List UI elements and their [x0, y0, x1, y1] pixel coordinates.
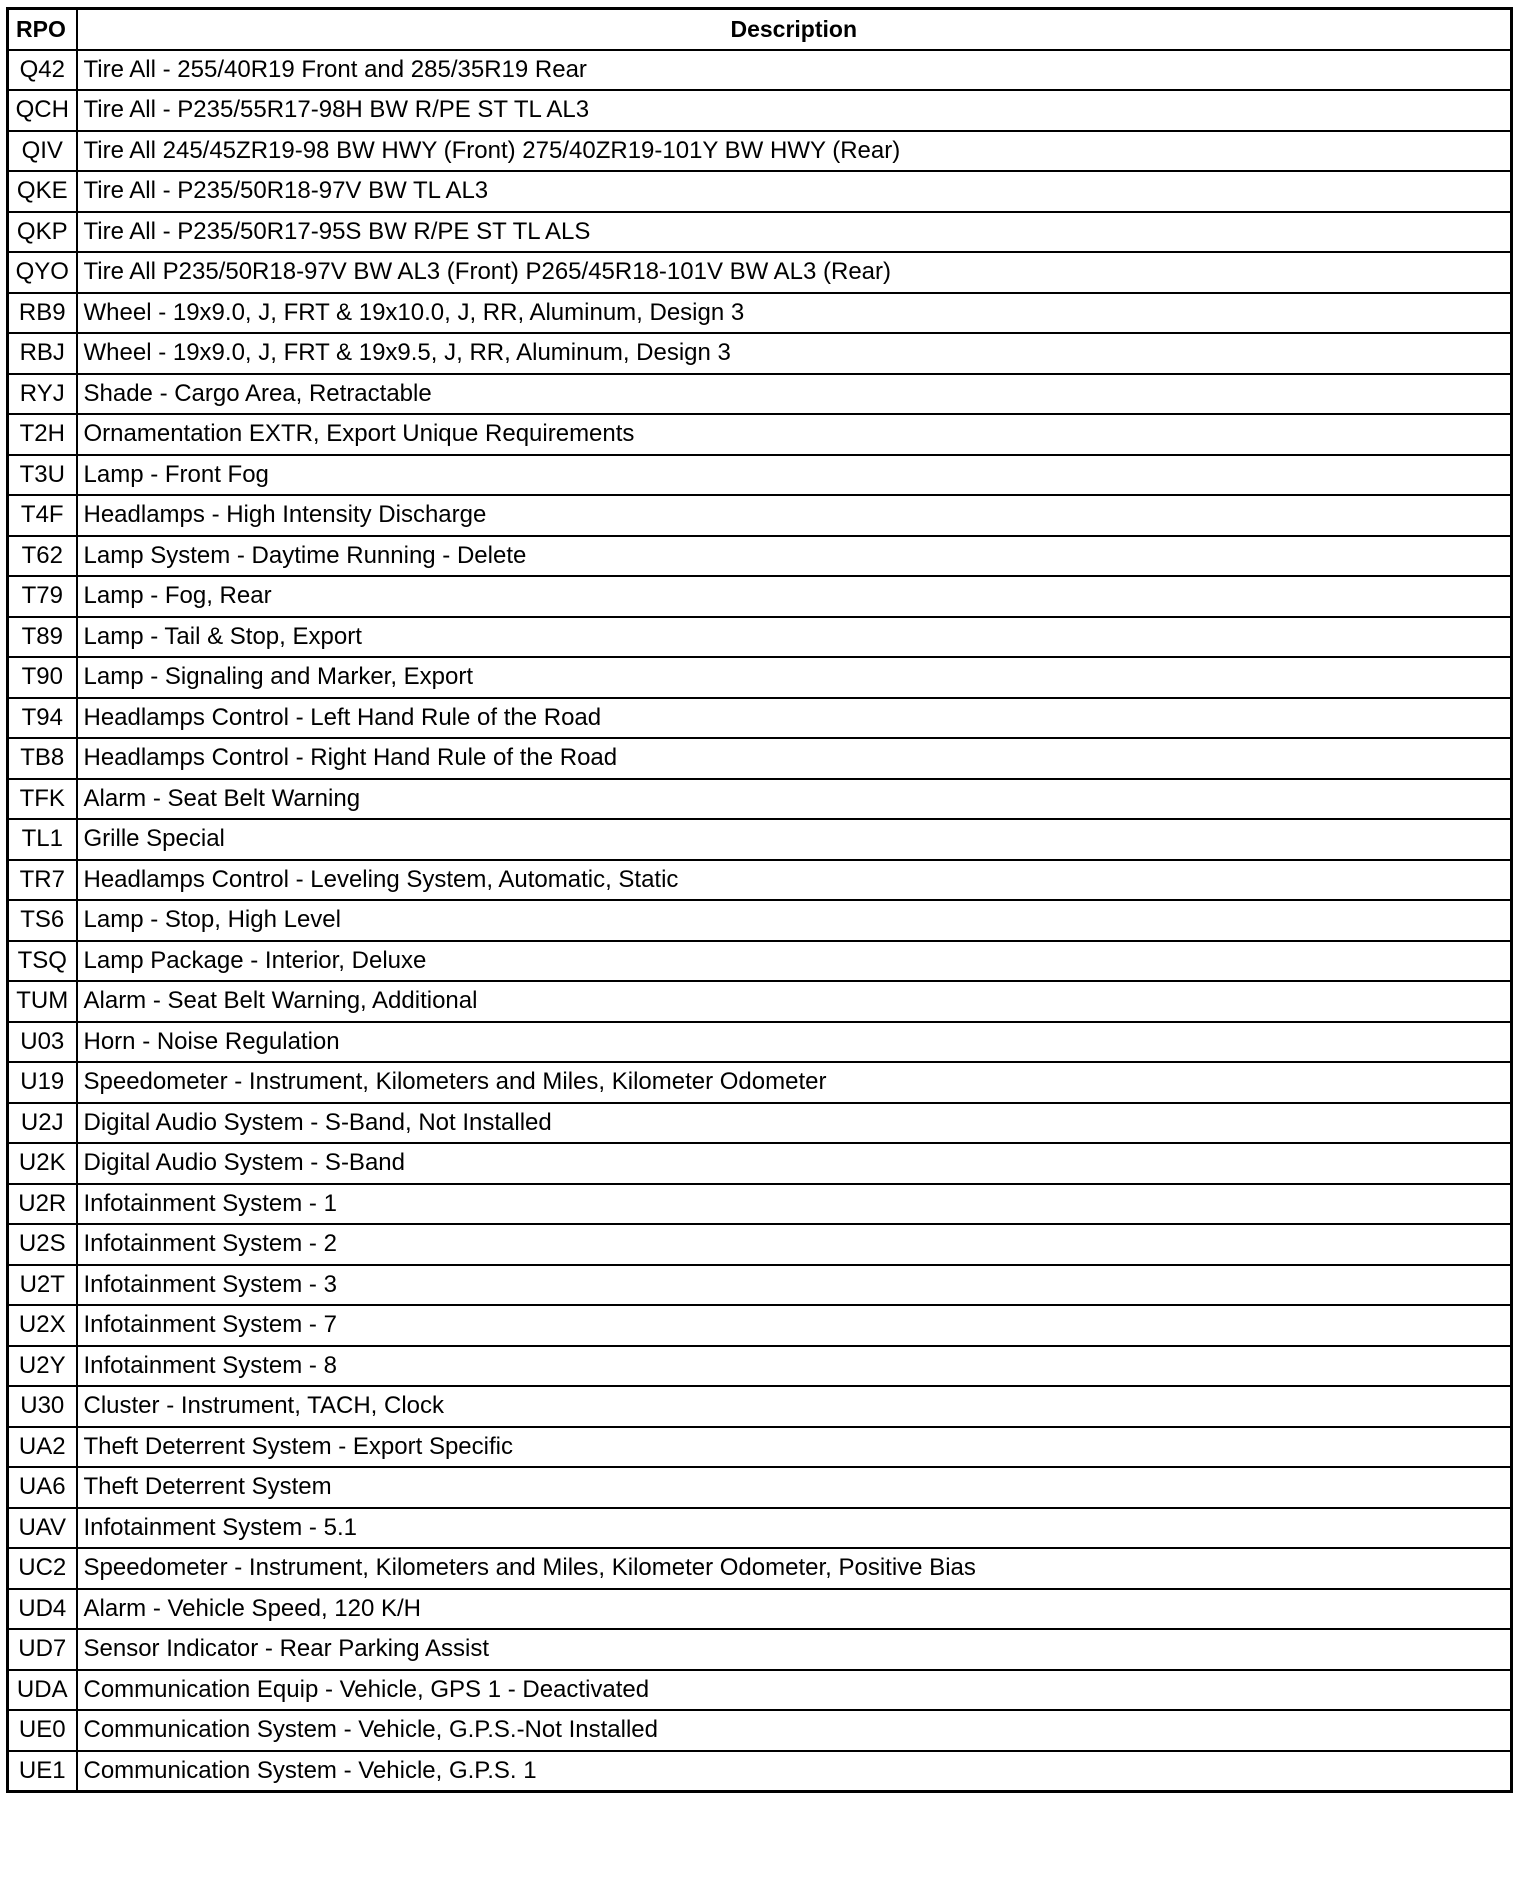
description-cell: Wheel - 19x9.0, J, FRT & 19x9.5, J, RR, Aluminum, Design 3: [77, 333, 1512, 374]
table-row: [8, 1305, 1512, 1346]
description-cell: Infotainment System - 5.1: [77, 1508, 1512, 1549]
rpo-code-cell: UE1: [8, 1751, 77, 1792]
rpo-code-cell: UD4: [8, 1589, 77, 1630]
rpo-code-cell: U2T: [8, 1265, 77, 1306]
table-row: [8, 1184, 1512, 1225]
rpo-code-cell: UD7: [8, 1629, 77, 1670]
rpo-code-cell: U03: [8, 1022, 77, 1063]
description-cell: Infotainment System - 8: [77, 1346, 1512, 1387]
rpo-code-cell: U2Y: [8, 1346, 77, 1387]
table-row: [8, 536, 1512, 577]
table-row: [8, 171, 1512, 212]
description-cell: Theft Deterrent System: [77, 1467, 1512, 1508]
rpo-code-cell: RYJ: [8, 374, 77, 415]
description-cell: Digital Audio System - S-Band, Not Installed: [77, 1103, 1512, 1144]
table-row: [8, 1508, 1512, 1549]
description-cell: Grille Special: [77, 819, 1512, 860]
table-row: [8, 333, 1512, 374]
table-row: [8, 1224, 1512, 1265]
description-cell: Wheel - 19x9.0, J, FRT & 19x10.0, J, RR, Aluminum, Design 3: [77, 293, 1512, 334]
description-cell: Speedometer - Instrument, Kilometers and Miles, Kilometer Odometer: [77, 1062, 1512, 1103]
rpo-code-cell: TB8: [8, 738, 77, 779]
rpo-code-cell: UC2: [8, 1548, 77, 1589]
table-row: [8, 1467, 1512, 1508]
table-row: [8, 1062, 1512, 1103]
table-row: [8, 900, 1512, 941]
table-row: [8, 738, 1512, 779]
description-cell: Ornamentation EXTR, Export Unique Requirements: [77, 414, 1512, 455]
table-row: [8, 1427, 1512, 1468]
table-row: [8, 657, 1512, 698]
description-cell: Tire All P235/50R18-97V BW AL3 (Front) P265/45R18-101V BW AL3 (Rear): [77, 252, 1512, 293]
table-row: [8, 1670, 1512, 1711]
description-cell: Sensor Indicator - Rear Parking Assist: [77, 1629, 1512, 1670]
table-row: [8, 1589, 1512, 1630]
table-row: [8, 131, 1512, 172]
description-cell: Lamp System - Daytime Running - Delete: [77, 536, 1512, 577]
rpo-code-cell: QKE: [8, 171, 77, 212]
rpo-code-cell: U2K: [8, 1143, 77, 1184]
rpo-code-cell: U2R: [8, 1184, 77, 1225]
table-row: [8, 495, 1512, 536]
table-header: [8, 9, 1512, 50]
description-cell: Shade - Cargo Area, Retractable: [77, 374, 1512, 415]
rpo-code-cell: UE0: [8, 1710, 77, 1751]
rpo-code-cell: U30: [8, 1386, 77, 1427]
description-cell: Theft Deterrent System - Export Specific: [77, 1427, 1512, 1468]
rpo-code-cell: U19: [8, 1062, 77, 1103]
description-cell: Headlamps - High Intensity Discharge: [77, 495, 1512, 536]
rpo-code-cell: U2J: [8, 1103, 77, 1144]
description-cell: Lamp - Fog, Rear: [77, 576, 1512, 617]
rpo-code-cell: UA2: [8, 1427, 77, 1468]
description-cell: Tire All - P235/55R17-98H BW R/PE ST TL AL3: [77, 90, 1512, 131]
description-cell: Communication System - Vehicle, G.P.S.-Not Installed: [77, 1710, 1512, 1751]
description-cell: Lamp - Stop, High Level: [77, 900, 1512, 941]
rpo-code-cell: UA6: [8, 1467, 77, 1508]
table-row: [8, 414, 1512, 455]
description-cell: Lamp Package - Interior, Deluxe: [77, 941, 1512, 982]
rpo-code-cell: U2S: [8, 1224, 77, 1265]
table-row: [8, 698, 1512, 739]
table-row: [8, 1022, 1512, 1063]
description-cell: Lamp - Tail & Stop, Export: [77, 617, 1512, 658]
rpo-code-cell: T4F: [8, 495, 77, 536]
description-cell: Lamp - Signaling and Marker, Export: [77, 657, 1512, 698]
rpo-code-cell: TL1: [8, 819, 77, 860]
rpo-code-cell: TR7: [8, 860, 77, 901]
rpo-code-cell: TSQ: [8, 941, 77, 982]
description-cell: Lamp - Front Fog: [77, 455, 1512, 496]
rpo-code-cell: Q42: [8, 50, 77, 91]
description-cell: Tire All - P235/50R17-95S BW R/PE ST TL ALS: [77, 212, 1512, 253]
rpo-code-cell: T90: [8, 657, 77, 698]
rpo-code-cell: U2X: [8, 1305, 77, 1346]
table-row: [8, 1346, 1512, 1387]
description-cell: Horn - Noise Regulation: [77, 1022, 1512, 1063]
rpo-code-cell: QKP: [8, 212, 77, 253]
rpo-code-cell: TUM: [8, 981, 77, 1022]
table-row: [8, 50, 1512, 91]
rpo-code-cell: T2H: [8, 414, 77, 455]
table-row: [8, 455, 1512, 496]
table-row: [8, 617, 1512, 658]
table-row: [8, 1548, 1512, 1589]
rpo-code-cell: QYO: [8, 252, 77, 293]
rpo-table: [6, 7, 1513, 1793]
table-row: [8, 1386, 1512, 1427]
description-cell: Communication System - Vehicle, G.P.S. 1: [77, 1751, 1512, 1792]
description-cell: Headlamps Control - Left Hand Rule of the Road: [77, 698, 1512, 739]
description-cell: Tire All - P235/50R18-97V BW TL AL3: [77, 171, 1512, 212]
description-cell: Alarm - Vehicle Speed, 120 K/H: [77, 1589, 1512, 1630]
description-cell: Alarm - Seat Belt Warning, Additional: [77, 981, 1512, 1022]
description-cell: Tire All - 255/40R19 Front and 285/35R19 Rear: [77, 50, 1512, 91]
table-row: [8, 1710, 1512, 1751]
description-cell: Tire All 245/45ZR19-98 BW HWY (Front) 275/40ZR19-101Y BW HWY (Rear): [77, 131, 1512, 172]
rpo-code-cell: T62: [8, 536, 77, 577]
table-row: [8, 212, 1512, 253]
description-cell: Digital Audio System - S-Band: [77, 1143, 1512, 1184]
description-cell: Speedometer - Instrument, Kilometers and Miles, Kilometer Odometer, Positive Bias: [77, 1548, 1512, 1589]
rpo-code-cell: T94: [8, 698, 77, 739]
rpo-code-cell: T79: [8, 576, 77, 617]
description-cell: Headlamps Control - Leveling System, Automatic, Static: [77, 860, 1512, 901]
rpo-code-cell: RB9: [8, 293, 77, 334]
table-row: [8, 90, 1512, 131]
table-row: [8, 1751, 1512, 1792]
table-row: [8, 1103, 1512, 1144]
description-cell: Infotainment System - 3: [77, 1265, 1512, 1306]
table-row: [8, 293, 1512, 334]
rpo-code-cell: UDA: [8, 1670, 77, 1711]
rpo-code-cell: RBJ: [8, 333, 77, 374]
table-row: [8, 374, 1512, 415]
header-row: [8, 9, 1512, 50]
table-row: [8, 941, 1512, 982]
rpo-code-cell: TS6: [8, 900, 77, 941]
table-row: [8, 1265, 1512, 1306]
description-cell: Alarm - Seat Belt Warning: [77, 779, 1512, 820]
header-rpo: RPO: [8, 9, 77, 50]
table-row: [8, 1143, 1512, 1184]
rpo-code-cell: T3U: [8, 455, 77, 496]
description-cell: Infotainment System - 7: [77, 1305, 1512, 1346]
description-cell: Cluster - Instrument, TACH, Clock: [77, 1386, 1512, 1427]
table-row: [8, 576, 1512, 617]
rpo-code-cell: T89: [8, 617, 77, 658]
table-row: [8, 779, 1512, 820]
table-row: [8, 860, 1512, 901]
table-body: [8, 50, 1512, 1792]
description-cell: Infotainment System - 1: [77, 1184, 1512, 1225]
description-cell: Communication Equip - Vehicle, GPS 1 - Deactivated: [77, 1670, 1512, 1711]
description-cell: Headlamps Control - Right Hand Rule of the Road: [77, 738, 1512, 779]
table-row: [8, 981, 1512, 1022]
rpo-code-cell: QCH: [8, 90, 77, 131]
description-cell: Infotainment System - 2: [77, 1224, 1512, 1265]
rpo-code-cell: QIV: [8, 131, 77, 172]
rpo-code-cell: TFK: [8, 779, 77, 820]
table-row: [8, 252, 1512, 293]
table-row: [8, 1629, 1512, 1670]
table-row: [8, 819, 1512, 860]
rpo-code-cell: UAV: [8, 1508, 77, 1549]
header-description: Description: [77, 9, 1512, 50]
